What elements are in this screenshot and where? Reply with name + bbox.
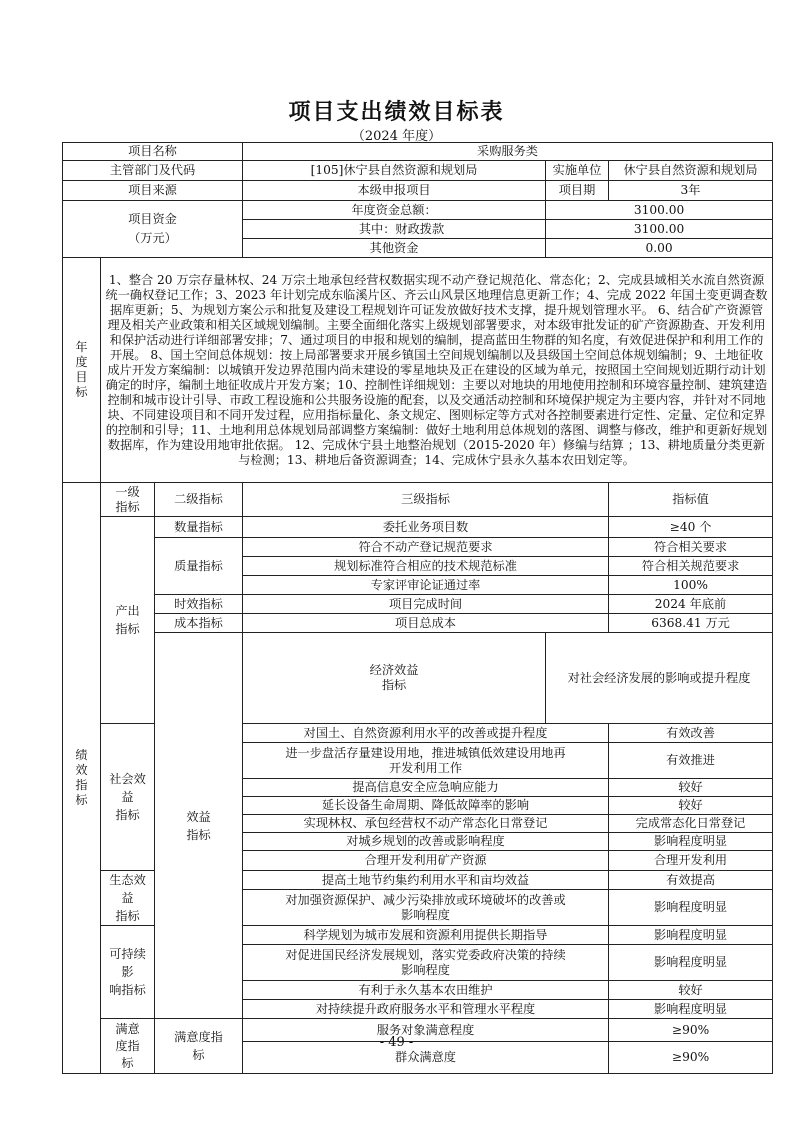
indicator-name: 符合不动产登记规范要求 xyxy=(243,538,609,557)
perf-header-row xyxy=(63,483,773,517)
quantity-label: 数量指标 xyxy=(155,517,243,538)
indicator-name: 群众满意度 xyxy=(243,1042,609,1074)
table-row xyxy=(63,538,773,557)
dept-value: [105]休宁县自然资源和规划局 xyxy=(243,161,546,181)
indicator-name: 规划标准符合相应的技术规范标准 xyxy=(243,557,609,576)
indicator-value: 完成常态化日常登记 xyxy=(609,815,773,833)
indicator-name: 委托业务项目数 xyxy=(243,517,609,538)
indicator-name: 专家评审论证通过率 xyxy=(243,576,609,595)
indicator-name: 有利于永久基本农田维护 xyxy=(243,981,609,1000)
funds-fiscal-label: 其中：财政拨款 xyxy=(243,220,546,239)
indicator-name: 实现林权、承包经营权不动产常态化日常登记 xyxy=(243,815,609,833)
indicator-name: 合理开发利用矿产资源 xyxy=(243,851,609,871)
indicator-value: 影响程度明显 xyxy=(609,1000,773,1019)
indicator-value: 合理开发利用 xyxy=(609,851,773,871)
indicator-name: 对促进国民经济发展规划，落实党委政府决策的持续影响程度 xyxy=(243,945,609,981)
source-value: 本级申报项目 xyxy=(243,181,546,201)
indicator-value: 较好 xyxy=(609,779,773,797)
header-level2: 二级指标 xyxy=(155,483,243,517)
source-label: 项目来源 xyxy=(63,181,243,201)
indicator-value: 有效提高 xyxy=(609,871,773,890)
funds-total-value: 3100.00 xyxy=(546,201,773,220)
funds-row-total xyxy=(63,201,773,220)
page-number: - 49 - xyxy=(379,1035,414,1050)
table-row xyxy=(63,595,773,614)
economic-label: 经济效益 指标 xyxy=(243,633,546,724)
objective-row xyxy=(63,258,773,483)
page-title: 项目支出绩效目标表 xyxy=(288,99,505,125)
funds-fiscal-value: 3100.00 xyxy=(546,220,773,239)
indicator-value: 较好 xyxy=(609,797,773,815)
indicator-value: 有效推进 xyxy=(609,743,773,779)
funds-other-value: 0.00 xyxy=(546,239,773,258)
satisfaction-label: 满意 度指 标 xyxy=(101,1019,155,1074)
funds-total-label: 年度资金总额： xyxy=(243,201,546,220)
info-row-project-name xyxy=(63,143,773,161)
indicator-value: 符合相关规范要求 xyxy=(609,557,773,576)
time-label: 时效指标 xyxy=(155,595,243,614)
output-label: 产出 指标 xyxy=(101,517,155,724)
page-subtitle: （2024 年度） xyxy=(351,129,442,144)
impl-label: 实施单位 xyxy=(546,161,609,181)
indicator-value: 影响程度明显 xyxy=(609,945,773,981)
performance-table xyxy=(62,142,773,1074)
period-value: 3年 xyxy=(609,181,773,201)
table-row xyxy=(63,614,773,633)
indicator-name: 对持续提升政府服务水平和管理水平程度 xyxy=(243,1000,609,1019)
indicator-name: 项目总成本 xyxy=(243,614,609,633)
sustain-label: 可持续影 响指标 xyxy=(101,926,155,1019)
indicator-name: 对社会经济发展的影响或提升程度 xyxy=(546,633,773,724)
social-label: 社会效益 指标 xyxy=(101,724,155,871)
perf-label: 绩 效 指 标 xyxy=(63,483,101,1074)
indicator-value: 100% xyxy=(609,576,773,595)
indicator-name: 对加强资源保护、减少污染排放或环境破坏的改善或影响程度 xyxy=(243,890,609,926)
indicator-name: 项目完成时间 xyxy=(243,595,609,614)
indicator-name: 服务对象满意程度 xyxy=(243,1019,609,1042)
project-name-value: 采购服务类 xyxy=(243,143,773,161)
quality-label: 质量指标 xyxy=(155,538,243,595)
indicator-value: 影响程度明显 xyxy=(609,926,773,945)
table-row xyxy=(63,633,773,724)
indicator-value: 6368.41 万元 xyxy=(609,614,773,633)
indicator-value: 2024 年底前 xyxy=(609,595,773,614)
info-row-dept xyxy=(63,161,773,181)
dept-label: 主管部门及代码 xyxy=(63,161,243,181)
period-label: 项目期 xyxy=(546,181,609,201)
header-value: 指标值 xyxy=(609,483,773,517)
objective-label: 年 度 目 标 xyxy=(63,258,101,483)
impl-value: 休宁县自然资源和规划局 xyxy=(609,161,773,181)
indicator-name: 对国土、自然资源利用水平的改善或提升程度 xyxy=(243,724,609,743)
indicator-name: 进一步盘活存量建设用地，推进城镇低效建设用地再开发利用工作 xyxy=(243,743,609,779)
funds-other-label: 其他资金 xyxy=(243,239,546,258)
indicator-value: 有效改善 xyxy=(609,724,773,743)
indicator-name: 科学规划为城市发展和资源利用提供长期指导 xyxy=(243,926,609,945)
indicator-value: 符合相关要求 xyxy=(609,538,773,557)
funds-label: 项目资金 （万元） xyxy=(63,201,243,258)
indicator-name: 提高土地节约集约利用水平和亩均效益 xyxy=(243,871,609,890)
indicator-name: 提高信息安全应急响应能力 xyxy=(243,779,609,797)
header-level1: 一级 指标 xyxy=(101,483,155,517)
cost-label: 成本指标 xyxy=(155,614,243,633)
info-row-source xyxy=(63,181,773,201)
satisfaction-sub-label: 满意度指 标 xyxy=(155,1019,243,1074)
indicator-value: ≥40 个 xyxy=(609,517,773,538)
indicator-value: 影响程度明显 xyxy=(609,890,773,926)
header-level3: 三级指标 xyxy=(243,483,609,517)
indicator-name: 延长设备生命周期、降低故障率的影响 xyxy=(243,797,609,815)
eco-label: 生态效益 指标 xyxy=(101,871,155,926)
indicator-value: ≥90% xyxy=(609,1019,773,1042)
project-name-label: 项目名称 xyxy=(63,143,243,161)
indicator-value: 影响程度明显 xyxy=(609,833,773,851)
benefit-label: 效益 指标 xyxy=(155,633,243,1019)
indicator-value: ≥90% xyxy=(609,1042,773,1074)
indicator-value: 较好 xyxy=(609,981,773,1000)
indicator-name: 对城乡规划的改善或影响程度 xyxy=(243,833,609,851)
table-row xyxy=(63,517,773,538)
objective-text: 1、整合 20 万宗存量林权、24 万宗土地承包经营权数据实现不动产登记规范化、常态化；2、完成县域相关水流自然资源统一确权登记工作；3、2023 年计划完成东临溪片区、齐云山风景区地理信息更新工作；4、完成 2022 年国土变更调查数据库更新；5、为规划方案公示和批复及建设工程规划许可证发放做好技术支撑，提升规划管理水平。 6、结合矿产资源管理及相关产业政策和相关区域规划编制。主要全面细化落实上级规划部署要求，对本级审批发证的矿产资源勘查、开发利用和保护活动进行详细部署安排；7、通过项目的申报和规划的编制，提高蓝田生物群的知名度，有效促进保护和利用工作的开展。 8、国土空间总体规划：按上局部署要求开展乡镇国土空间规划编制以及县级国土空间总体规划编制；9、土地征收成片开发方案编制：以城镇开发边界范围内尚未建设的零星地块及正在建设的区域为单元，按照国土空间规划近期行动计划确定的时序，编制土地征收成片开发方案；10、控制性详细规划：主要以对地块的用地使用控制和环境容量控制、建筑建造控制和城市设计引导、市政工程设施和公共服务设施的配套，以及交通活动控制和环境保护规定为主要内容，并针对不同地块、不同建设项目和不同开发过程，应用指标量化、条文规定、图则标定等方式对各控制要素进行定性、定量、定位和定界的控制和引导；11、土地利用总体规划局部调整方案编制：做好土地利用总体规划的落图、调整与修改，维护和更新好规划数据库，作为建设用地审批依据。 12、完成休宁县土地整治规划（2015-2020 年）修编与结算 ；13、耕地质量分类更新与检测；13、耕地后备资源调查；14、完成休宁县永久基本农田划定等。 xyxy=(101,258,773,483)
